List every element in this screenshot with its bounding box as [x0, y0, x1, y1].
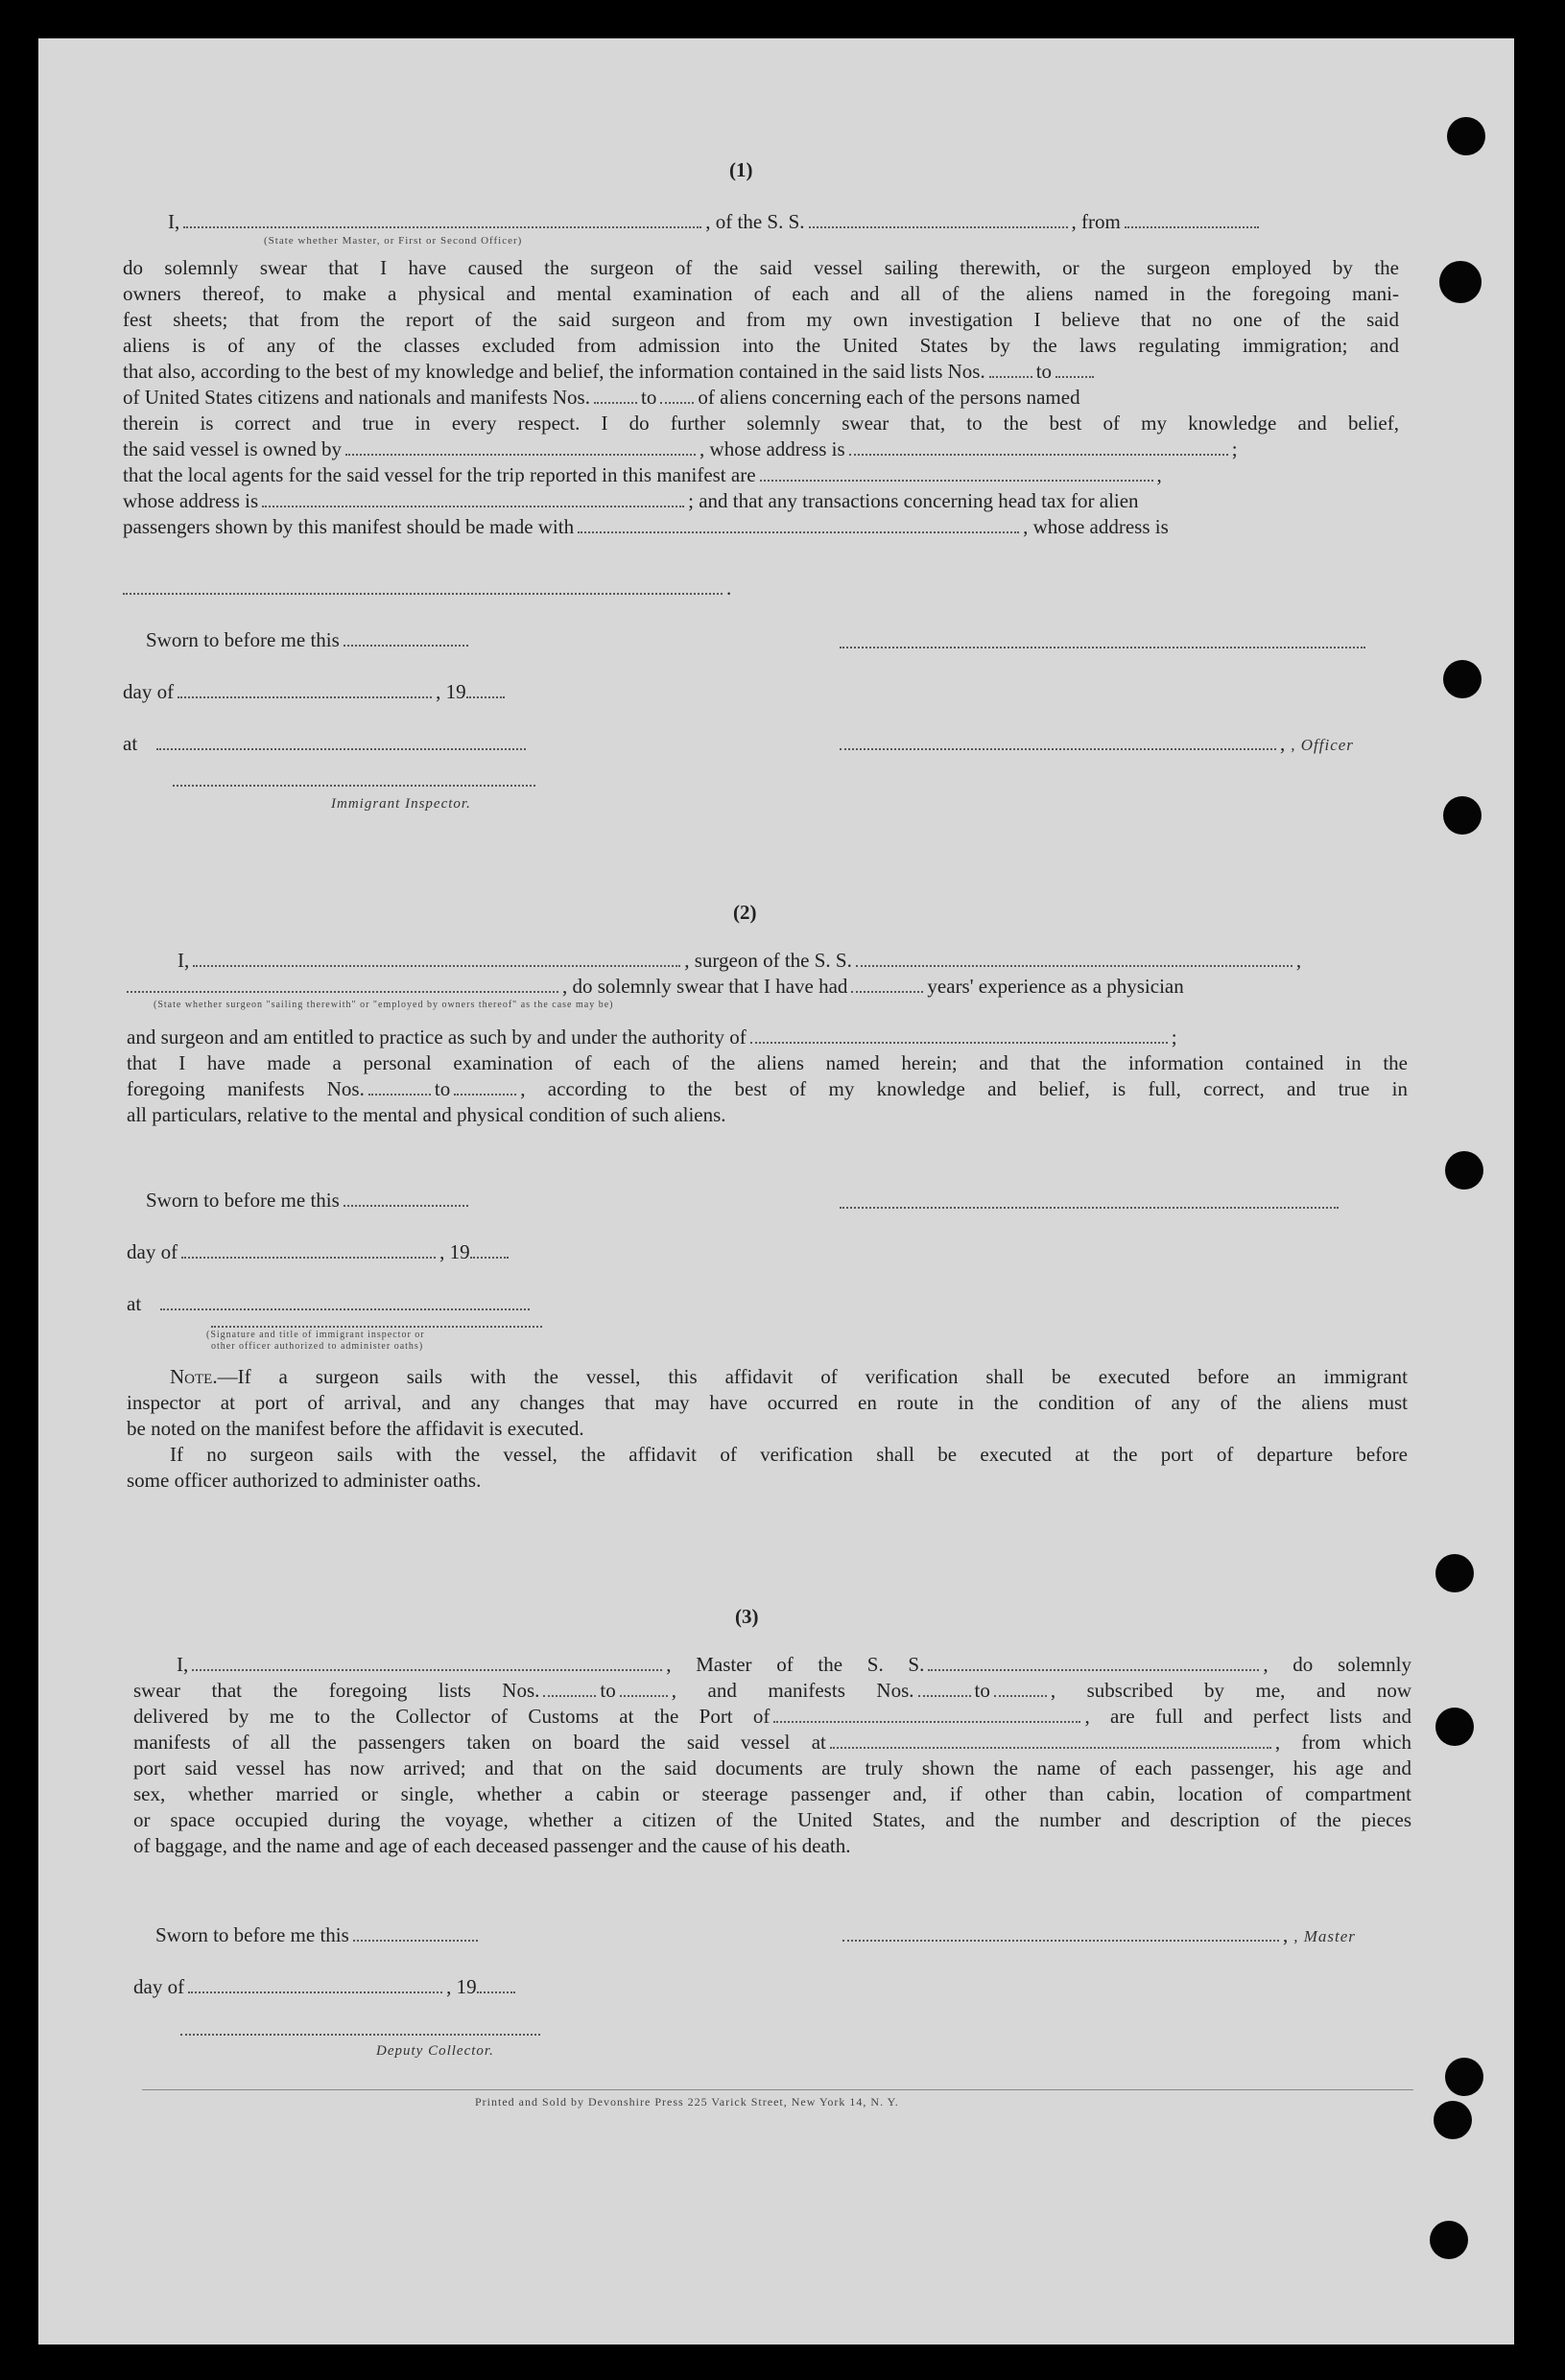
- oath-line: I, , Master of the S. S. , do solemnly: [177, 1653, 1411, 1676]
- head-tax-party-field[interactable]: [578, 531, 1019, 533]
- vessel-name-field[interactable]: [809, 226, 1068, 228]
- month-field[interactable]: [178, 696, 432, 698]
- authority-line: and surgeon and am entitled to practice as such by and under the authority of ;: [127, 1025, 1177, 1049]
- local-agents-field[interactable]: [760, 480, 1153, 482]
- section-2-oath: [127, 1050, 1408, 1128]
- oath-line: whose address is ; and that any transactions concerning head tax for alien: [123, 489, 1139, 512]
- list-no-to-field[interactable]: [1055, 376, 1094, 378]
- section-1-oath: [123, 255, 1399, 540]
- oath-line: of baggage, and the name and age of each deceased passenger and the cause of his death.: [133, 1834, 851, 1857]
- oath-line: port said vessel has now arrived; and that on the said documents are truly shown the name of each passenger, his age and: [133, 1756, 1411, 1779]
- punch-hole: [1434, 2101, 1472, 2139]
- officer-name-field[interactable]: [840, 748, 1276, 750]
- place-field[interactable]: [156, 748, 526, 750]
- day-of-label: day of , 19: [127, 1239, 512, 1265]
- surgeon-status-field[interactable]: [127, 991, 558, 993]
- note-line: inspector at port of arrival, and any changes that may have occurred en route in the condition of any of the aliens must: [127, 1391, 1408, 1414]
- oath-line: passengers shown by this manifest should be made with , whose address is: [123, 515, 1169, 538]
- master-vessel-field[interactable]: [928, 1669, 1259, 1671]
- oath-line: or space occupied during the voyage, whether a citizen of the United States, and the number and description of the pieces: [133, 1808, 1411, 1831]
- punch-hole: [1435, 1708, 1474, 1746]
- day-of-label: day of , 19: [133, 1974, 519, 2000]
- section-2-number: (2): [733, 901, 757, 924]
- oath-line: all particulars, relative to the mental and physical condition of such aliens.: [127, 1103, 726, 1126]
- at-label: at: [123, 731, 530, 757]
- month-field[interactable]: [181, 1257, 436, 1259]
- section-3-oath: [133, 1652, 1411, 1859]
- day-of-label: day of , 19: [123, 679, 509, 705]
- sworn-label: Sworn to before me this: [155, 1922, 482, 1948]
- section-2-first-line: I, , surgeon of the S. S. ,: [178, 949, 1302, 972]
- note-line: If no surgeon sails with the vessel, the affidavit of verification shall be executed at the port of departure before: [170, 1443, 1408, 1466]
- surgeon-signature-field[interactable]: [840, 1207, 1339, 1209]
- officer-field[interactable]: [183, 226, 701, 228]
- sworn-label: Sworn to before me this: [146, 1188, 472, 1214]
- note-line: some officer authorized to administer oaths.: [127, 1469, 482, 1492]
- officer-signature-line: , , Officer: [840, 731, 1354, 757]
- master-signature-line: , , Master: [842, 1922, 1356, 1948]
- deputy-signature-field[interactable]: [180, 2034, 540, 2036]
- inspector-signature-field[interactable]: [173, 785, 535, 787]
- departure-port-field[interactable]: [1125, 226, 1259, 228]
- manifest-no-from-field[interactable]: [594, 402, 637, 404]
- pronoun-i: I,: [168, 210, 180, 233]
- oath-line: therein is correct and true in every respect. I do further solemnly swear that, to the best of my knowledge and belief,: [123, 412, 1399, 435]
- surgeon-name-field[interactable]: [193, 965, 680, 967]
- of-the-ss-label: , of the S. S.: [705, 210, 805, 233]
- at-label: at: [127, 1291, 534, 1317]
- master-title: , Master: [1293, 1927, 1356, 1945]
- punch-hole: [1430, 2221, 1468, 2259]
- oath-line: the said vessel is owned by , whose address is ;: [123, 437, 1238, 460]
- footer-rule: [142, 2089, 1413, 2090]
- oath-line: that the local agents for the said vessel for the trip reported in this manifest are ,: [123, 463, 1162, 486]
- agent-address-field[interactable]: [262, 506, 684, 507]
- oath-line: that I have made a personal examination of each of the aliens named herein; and that the information contained in the: [127, 1051, 1408, 1074]
- manifests-from-field[interactable]: [918, 1695, 971, 1697]
- sworn-day-field[interactable]: [353, 1940, 478, 1942]
- note-line: Note.—If a surgeon sails with the vessel, this affidavit of verification shall be executed before an immigrant: [170, 1365, 1408, 1388]
- oath-line: owners thereof, to make a physical and mental examination of each and all of the aliens named in the foregoing mani-: [123, 282, 1399, 305]
- lists-from-field[interactable]: [543, 1695, 596, 1697]
- owner-address-field[interactable]: [849, 454, 1228, 456]
- lists-to-field[interactable]: [620, 1695, 668, 1697]
- manifest-to-field[interactable]: [454, 1094, 516, 1096]
- head-tax-address-line: .: [123, 576, 731, 601]
- oath-line: that also, according to the best of my knowledge and belief, the information contained in the said lists Nos. to: [123, 359, 1399, 385]
- list-no-from-field[interactable]: [989, 376, 1032, 378]
- note-line: be noted on the manifest before the affidavit is executed.: [127, 1417, 584, 1440]
- year-field[interactable]: [466, 696, 505, 698]
- section-2-second-line: , do solemnly swear that I have had years' experience as a physician: [127, 974, 1184, 1000]
- oath-line: delivered by me to the Collector of Customs at the Port of , are full and perfect lists and: [133, 1705, 1411, 1728]
- manifest-from-field[interactable]: [368, 1094, 431, 1096]
- oath-line: swear that the foregoing lists Nos. to , and manifests Nos. to , subscribed by me, and now: [133, 1679, 1411, 1702]
- embark-port-field[interactable]: [830, 1747, 1271, 1749]
- oath-line: do solemnly swear that I have caused the surgeon of the said vessel sailing therewith, or the surgeon employed by the: [123, 256, 1399, 279]
- punch-hole: [1439, 261, 1482, 303]
- oath-line: foregoing manifests Nos. to , according to the best of my knowledge and belief, is full, correct, and true in: [127, 1077, 1408, 1100]
- head-tax-address-field[interactable]: [123, 593, 723, 595]
- from-label: , from: [1071, 210, 1121, 233]
- officer-hint: (State whether Master, or First or Second Officer): [264, 235, 523, 247]
- sworn-label: Sworn to before me this: [146, 627, 472, 653]
- punch-hole: [1443, 660, 1482, 698]
- section-2-note: [127, 1364, 1408, 1494]
- month-field[interactable]: [188, 1991, 442, 1993]
- inspector-title: Immigrant Inspector.: [331, 796, 471, 812]
- section-1-first-line: [168, 209, 1263, 235]
- punch-hole: [1445, 1151, 1483, 1190]
- sworn-day-field[interactable]: [344, 645, 468, 647]
- officer-signature-field[interactable]: [840, 647, 1365, 648]
- punch-hole: [1443, 796, 1482, 835]
- signature-hint: (Signature and title of immigrant inspector or: [206, 1330, 425, 1340]
- punch-hole: [1445, 2058, 1483, 2096]
- owner-field[interactable]: [345, 454, 696, 456]
- year-field[interactable]: [477, 1991, 515, 1993]
- years-experience-field[interactable]: [851, 991, 923, 993]
- authority-field[interactable]: [750, 1042, 1168, 1044]
- form-page: [38, 38, 1514, 2345]
- manifests-to-field[interactable]: [994, 1695, 1047, 1697]
- master-signature-field[interactable]: [842, 1940, 1279, 1942]
- section-1-number: (1): [729, 158, 753, 181]
- surgeon-vessel-field[interactable]: [856, 965, 1292, 967]
- punch-hole: [1447, 117, 1485, 155]
- note-label: Note.: [170, 1365, 218, 1388]
- oath-line: manifests of all the passengers taken on board the said vessel at , from which: [133, 1731, 1411, 1754]
- year-field[interactable]: [470, 1257, 509, 1259]
- oath-line: of United States citizens and nationals and manifests Nos. to of aliens concerning each of the persons named: [123, 386, 1080, 409]
- signature-hint: other officer authorized to administer oaths): [211, 1341, 424, 1352]
- punch-hole: [1435, 1554, 1474, 1592]
- officer-title: , Officer: [1291, 736, 1354, 754]
- printer-credit: Printed and Sold by Devonshire Press 225 Varick Street, New York 14, N. Y.: [475, 2095, 899, 2109]
- section-3-number: (3): [735, 1605, 759, 1628]
- manifest-no-to-field[interactable]: [660, 402, 694, 404]
- officer-signature-field[interactable]: [211, 1326, 542, 1328]
- oath-line: sex, whether married or single, whether a cabin or steerage passenger and, if other than cabin, location of compartment: [133, 1782, 1411, 1805]
- surgeon-status-hint: (State whether surgeon "sailing therewith" or "employed by owners thereof" as the case may be): [154, 1000, 614, 1010]
- oath-line: fest sheets; that from the report of the said surgeon and from my own investigation I believe that no one of the said: [123, 308, 1399, 331]
- oath-line: aliens is of any of the classes excluded from admission into the United States by the laws regulating immigration; and: [123, 334, 1399, 357]
- sworn-day-field[interactable]: [344, 1205, 468, 1207]
- place-field[interactable]: [160, 1308, 530, 1310]
- master-name-field[interactable]: [192, 1669, 662, 1671]
- deputy-title: Deputy Collector.: [376, 2043, 494, 2059]
- collector-port-field[interactable]: [773, 1721, 1080, 1723]
